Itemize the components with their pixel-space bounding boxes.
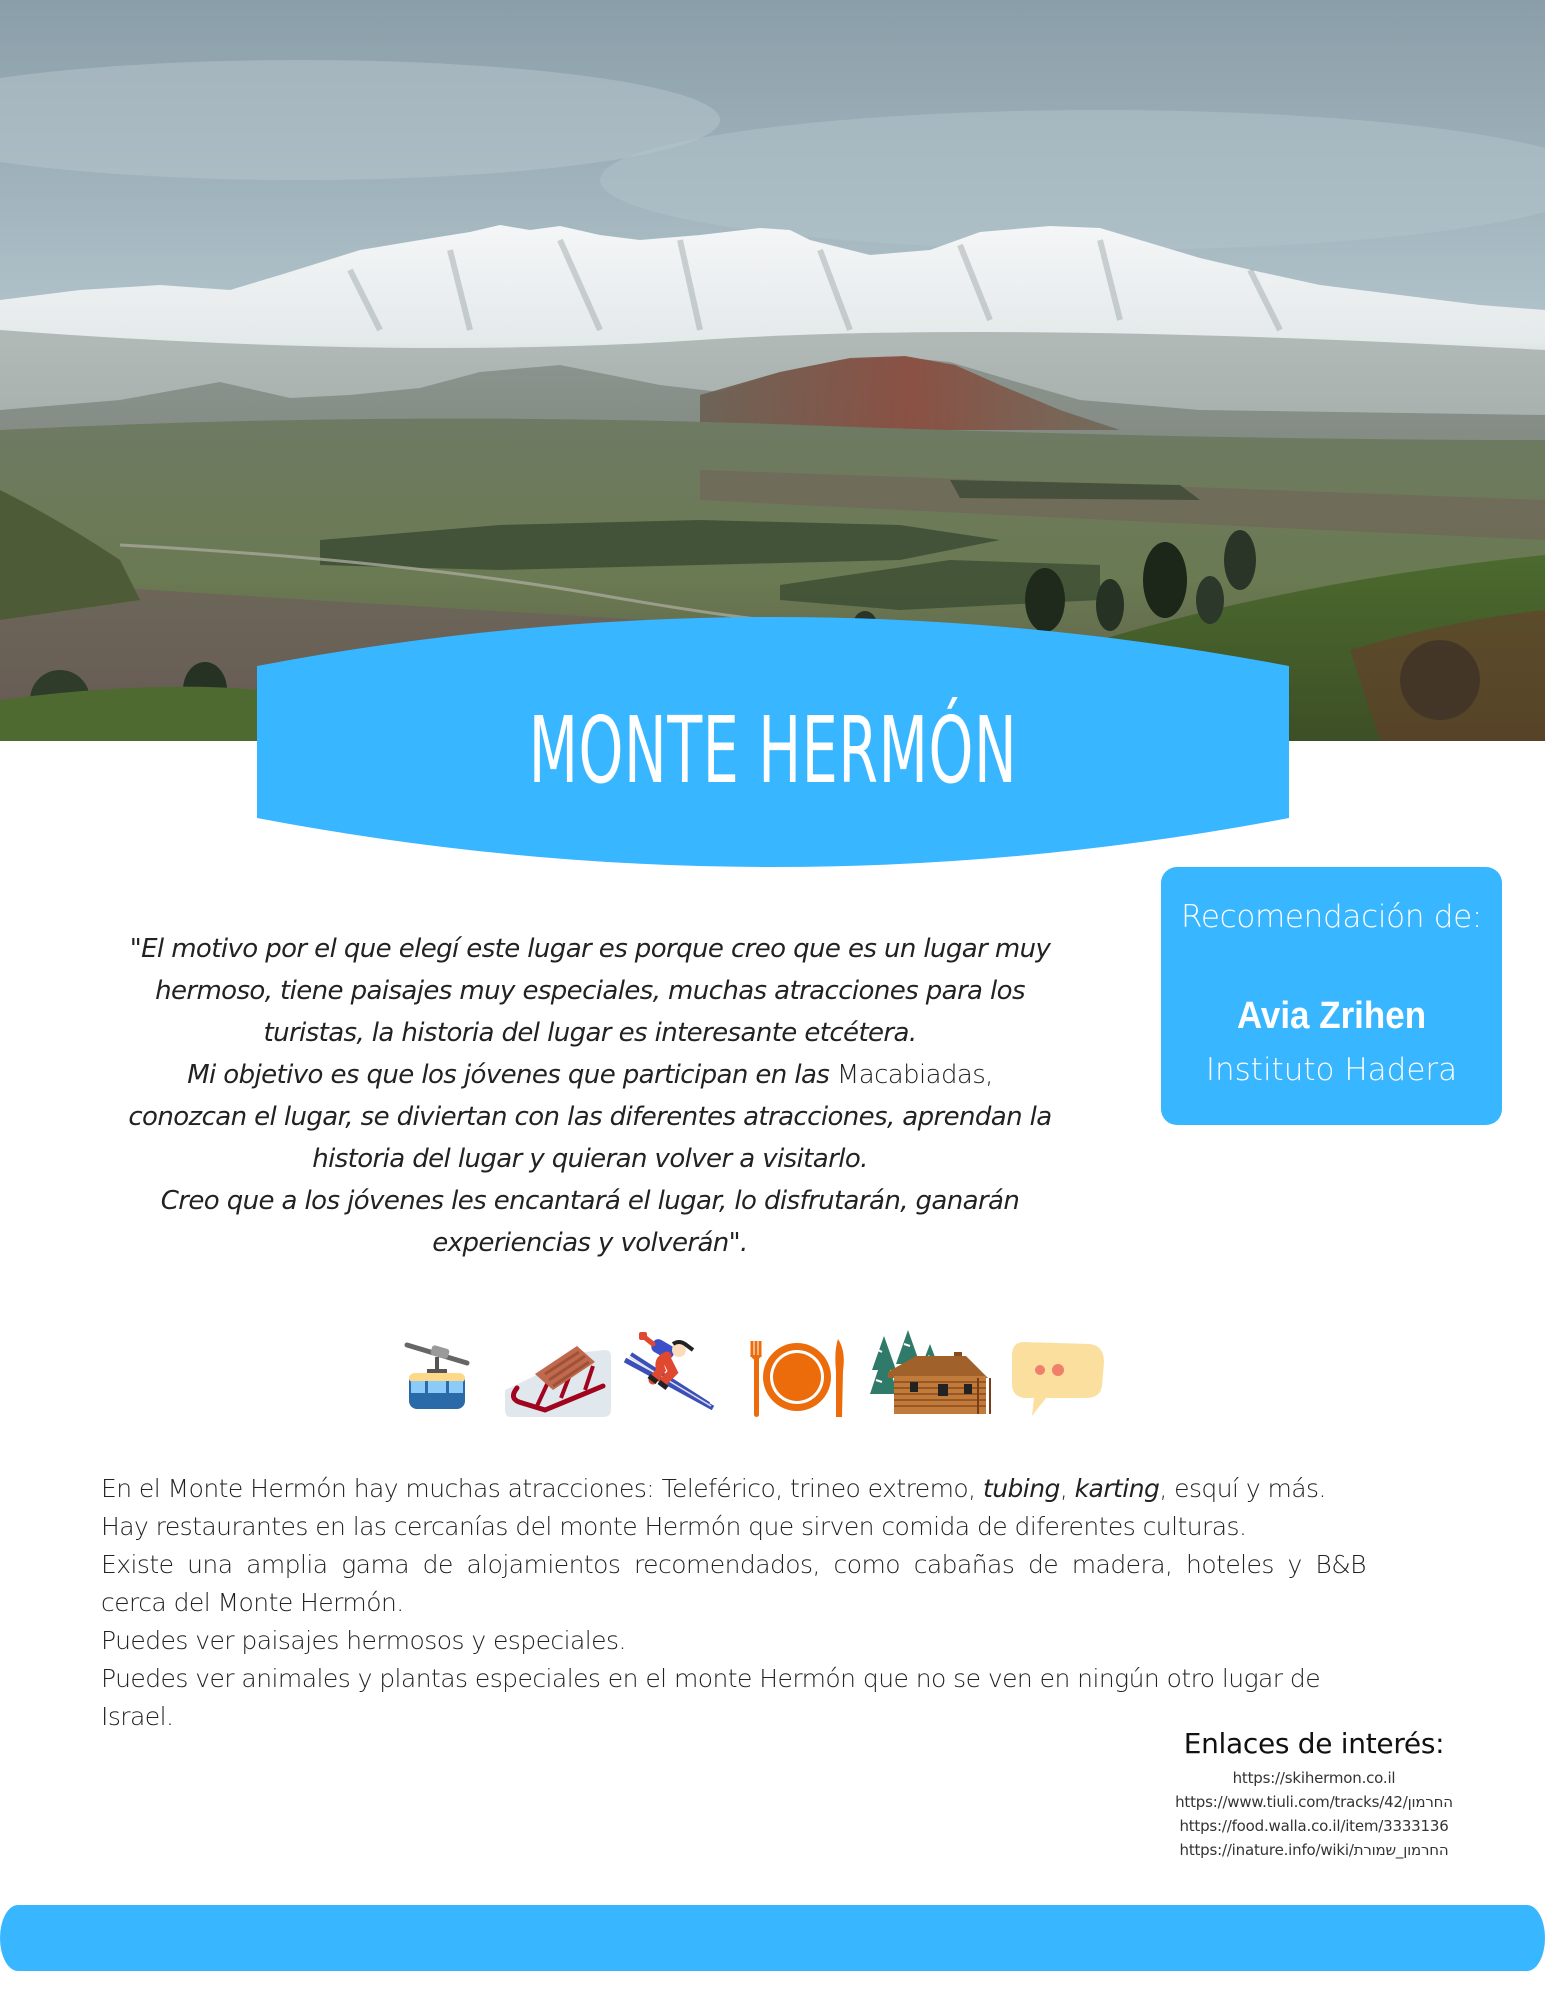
- body-text-segment: En el Monte Hermón hay muchas atracciones: Teleférico, trineo extremo,: [101, 1474, 983, 1503]
- body-line: Israel.: [101, 1702, 174, 1731]
- quote-line: hermoso, tiene paisajes muy especiales, muchas atracciones para los: [155, 976, 1025, 1006]
- quote-line: historia del lugar y quieran volver a visitarlo.: [312, 1144, 868, 1174]
- macabiadas-word: Macabiadas,: [836, 1060, 993, 1090]
- log-cabin-icon: [868, 1330, 992, 1418]
- body-text-segment: , esquí y más.: [1159, 1474, 1326, 1503]
- recommendation-label: Recomendación de:: [1180, 899, 1483, 935]
- quote-line: Creo que a los jóvenes les encantará el lugar, lo disfrutarán, ganarán: [160, 1186, 1020, 1216]
- title-banner: [257, 617, 1289, 867]
- links-heading: Enlaces de interés:: [1183, 1727, 1445, 1760]
- aerial-tramway-icon: [403, 1337, 471, 1410]
- quote-line: turistas, la historia del lugar es interesante etcétera.: [263, 1018, 917, 1048]
- author-school: Instituto Hadera: [1205, 1052, 1458, 1088]
- body-line: Hay restaurantes en las cercanías del monte Hermón que sirven comida de diferentes culturas.: [101, 1512, 1247, 1541]
- karting-word: karting: [1074, 1474, 1160, 1503]
- body-line: [101, 1470, 1366, 1508]
- attractions-icons: [0, 1328, 1545, 1423]
- tubing-word: tubing: [982, 1474, 1060, 1503]
- sled-icon: [505, 1340, 611, 1417]
- plate-cutlery-icon: [746, 1337, 848, 1418]
- skier-icon: [623, 1330, 715, 1410]
- body-text-segment: ,: [1059, 1474, 1075, 1503]
- recommendation-card: [1161, 867, 1502, 1125]
- quote-line-text: Mi objetivo es que los jóvenes que participan en las: [187, 1060, 837, 1090]
- link-walla-food[interactable]: https://food.walla.co.il/item/3333136: [1179, 1817, 1449, 1835]
- attractions-description: [101, 1470, 1366, 1736]
- body-line: Puedes ver animales y plantas especiales en el monte Hermón que no se ven en ningún otro lugar de: [101, 1664, 1321, 1693]
- quote-line: [110, 1054, 1070, 1096]
- speech-bubble-icon: [1010, 1340, 1106, 1418]
- links-section: [1140, 1722, 1488, 1862]
- author-name: Avia Zrihen: [1236, 995, 1427, 1037]
- body-line: cerca del Monte Hermón.: [101, 1588, 404, 1617]
- page-title: MONTE HERMÓN: [528, 696, 1018, 804]
- quote-line: experiencias y volverán".: [432, 1228, 748, 1258]
- quote-line: conozcan el lugar, se diviertan con las diferentes atracciones, aprendan la: [128, 1102, 1052, 1132]
- quote-block: [110, 928, 1070, 1264]
- link-tiuli[interactable]: https://www.tiuli.com/tracks/42/החרמון: [1175, 1793, 1453, 1811]
- body-line: Existe una amplia gama de alojamientos recomendados, como cabañas de madera, hoteles y B&B: [101, 1550, 1366, 1579]
- footer-bar: [0, 1905, 1545, 1971]
- body-line: Puedes ver paisajes hermosos y especiales.: [101, 1626, 626, 1655]
- link-skihermon[interactable]: https://skihermon.co.il: [1232, 1769, 1396, 1787]
- link-inature[interactable]: https://inature.info/wiki/החרמון_שמורת: [1179, 1841, 1449, 1859]
- quote-line: "El motivo por el que elegí este lugar es porque creo que es un lugar muy: [129, 934, 1051, 964]
